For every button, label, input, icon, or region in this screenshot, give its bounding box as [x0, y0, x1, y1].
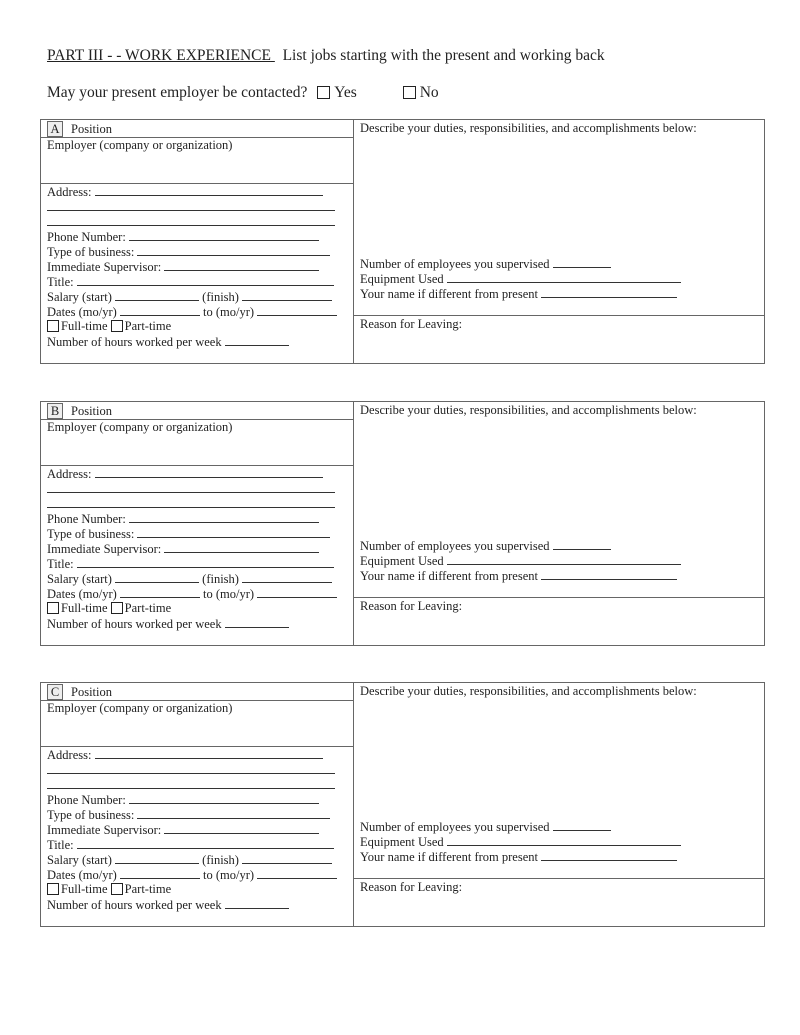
address-field[interactable]	[95, 466, 323, 478]
salary_finish-label: (finish)	[202, 853, 239, 867]
hours-field[interactable]	[225, 616, 289, 628]
address-line-2-field[interactable]	[47, 199, 335, 211]
salary-finish-field[interactable]	[242, 289, 332, 301]
job-letter: B	[47, 403, 63, 419]
reason-label: Reason for Leaving:	[360, 317, 463, 331]
position-label: Position	[71, 404, 112, 418]
salary-finish-field[interactable]	[242, 852, 332, 864]
phone-label: Phone Number:	[47, 793, 126, 807]
title-label: Title:	[47, 557, 74, 571]
phone-field[interactable]	[129, 229, 319, 241]
type-of-business-field[interactable]	[137, 807, 330, 819]
part-time-checkbox[interactable]	[111, 883, 123, 895]
job-block-c	[40, 682, 765, 927]
yes-checkbox[interactable]	[317, 86, 330, 99]
job-block-a	[40, 119, 765, 364]
former-name-field[interactable]	[541, 286, 677, 298]
hours-label: Number of hours worked per week	[47, 335, 222, 349]
salary_start-label: Salary (start)	[47, 853, 112, 867]
dates-to-field[interactable]	[257, 586, 337, 598]
equipment-field[interactable]	[447, 834, 681, 846]
employees-supervised-field[interactable]	[553, 819, 611, 831]
full_time-label: Full-time	[61, 601, 108, 615]
hours-field[interactable]	[225, 897, 289, 909]
salary-start-field[interactable]	[115, 852, 199, 864]
full-time-checkbox[interactable]	[47, 602, 59, 614]
equipment-label: Equipment Used	[360, 554, 444, 568]
equipment-field[interactable]	[447, 553, 681, 565]
section-title: PART III - - WORK EXPERIENCE	[47, 47, 271, 64]
dates-to-field[interactable]	[257, 867, 337, 879]
hours-label: Number of hours worked per week	[47, 617, 222, 631]
address-line-3-field[interactable]	[47, 496, 335, 508]
dates_to-label: to (mo/yr)	[203, 305, 255, 319]
supervisor-label: Immediate Supervisor:	[47, 542, 162, 556]
equipment-field[interactable]	[447, 271, 681, 283]
phone-field[interactable]	[129, 511, 319, 523]
address-line-3-field[interactable]	[47, 777, 335, 789]
address-label: Address:	[47, 748, 92, 762]
contact-question-row	[47, 84, 439, 102]
supervisor-field[interactable]	[164, 822, 319, 834]
dates-from-field[interactable]	[120, 304, 200, 316]
yes-label: Yes	[334, 84, 357, 101]
address-label: Address:	[47, 185, 92, 199]
title-field[interactable]	[77, 837, 334, 849]
reason-label: Reason for Leaving:	[360, 880, 463, 894]
type-label: Type of business:	[47, 808, 135, 822]
employer-label: Employer (company or organization)	[47, 138, 233, 152]
hours-field[interactable]	[225, 334, 289, 346]
name_diff-label: Your name if different from present	[360, 850, 538, 864]
type-label: Type of business:	[47, 527, 135, 541]
contact-question: May your present employer be contacted?	[47, 84, 308, 101]
part-time-checkbox[interactable]	[111, 320, 123, 332]
name_diff-label: Your name if different from present	[360, 287, 538, 301]
type-of-business-field[interactable]	[137, 244, 330, 256]
title-field[interactable]	[77, 274, 334, 286]
position-label: Position	[71, 685, 112, 699]
hours-label: Number of hours worked per week	[47, 898, 222, 912]
employees-label: Number of employees you supervised	[360, 539, 550, 553]
phone-label: Phone Number:	[47, 512, 126, 526]
former-name-field[interactable]	[541, 568, 677, 580]
employees-supervised-field[interactable]	[553, 256, 611, 268]
name_diff-label: Your name if different from present	[360, 569, 538, 583]
employees-supervised-field[interactable]	[553, 538, 611, 550]
salary_start-label: Salary (start)	[47, 290, 112, 304]
title-label: Title:	[47, 838, 74, 852]
address-field[interactable]	[95, 184, 323, 196]
no-checkbox[interactable]	[403, 86, 416, 99]
title-label: Title:	[47, 275, 74, 289]
address-line-2-field[interactable]	[47, 481, 335, 493]
full_time-label: Full-time	[61, 319, 108, 333]
former-name-field[interactable]	[541, 849, 677, 861]
dates_from-label: Dates (mo/yr)	[47, 305, 117, 319]
employer-label: Employer (company or organization)	[47, 701, 233, 715]
part_time-label: Part-time	[124, 319, 172, 333]
type-of-business-field[interactable]	[137, 526, 330, 538]
describe-label: Describe your duties, responsibilities, and accomplishments below:	[360, 121, 697, 135]
type-label: Type of business:	[47, 245, 135, 259]
employees-label: Number of employees you supervised	[360, 257, 550, 271]
full-time-checkbox[interactable]	[47, 320, 59, 332]
reason-label: Reason for Leaving:	[360, 599, 463, 613]
section-heading	[47, 47, 605, 65]
dates_to-label: to (mo/yr)	[203, 868, 255, 882]
dates_from-label: Dates (mo/yr)	[47, 587, 117, 601]
part_time-label: Part-time	[124, 882, 172, 896]
supervisor-field[interactable]	[164, 259, 319, 271]
part_time-label: Part-time	[124, 601, 172, 615]
phone-field[interactable]	[129, 792, 319, 804]
dates_to-label: to (mo/yr)	[203, 587, 255, 601]
phone-label: Phone Number:	[47, 230, 126, 244]
salary-start-field[interactable]	[115, 289, 199, 301]
supervisor-label: Immediate Supervisor:	[47, 260, 162, 274]
supervisor-field[interactable]	[164, 541, 319, 553]
salary-start-field[interactable]	[115, 571, 199, 583]
equipment-label: Equipment Used	[360, 272, 444, 286]
job-letter: A	[47, 121, 63, 137]
part-time-checkbox[interactable]	[111, 602, 123, 614]
dates-from-field[interactable]	[120, 586, 200, 598]
salary_start-label: Salary (start)	[47, 572, 112, 586]
salary-finish-field[interactable]	[242, 571, 332, 583]
equipment-label: Equipment Used	[360, 835, 444, 849]
address-line-2-field[interactable]	[47, 762, 335, 774]
position-label: Position	[71, 122, 112, 136]
address-field[interactable]	[95, 747, 323, 759]
full_time-label: Full-time	[61, 882, 108, 896]
employer-label: Employer (company or organization)	[47, 420, 233, 434]
dates-from-field[interactable]	[120, 867, 200, 879]
salary_finish-label: (finish)	[202, 572, 239, 586]
job-letter: C	[47, 684, 63, 700]
describe-label: Describe your duties, responsibilities, and accomplishments below:	[360, 684, 697, 698]
dates_from-label: Dates (mo/yr)	[47, 868, 117, 882]
no-label: No	[419, 84, 439, 101]
section-instruction: List jobs starting with the present and working back	[282, 47, 605, 64]
employees-label: Number of employees you supervised	[360, 820, 550, 834]
address-line-3-field[interactable]	[47, 214, 335, 226]
full-time-checkbox[interactable]	[47, 883, 59, 895]
describe-label: Describe your duties, responsibilities, and accomplishments below:	[360, 403, 697, 417]
salary_finish-label: (finish)	[202, 290, 239, 304]
dates-to-field[interactable]	[257, 304, 337, 316]
supervisor-label: Immediate Supervisor:	[47, 823, 162, 837]
address-label: Address:	[47, 467, 92, 481]
job-block-b	[40, 401, 765, 646]
title-field[interactable]	[77, 556, 334, 568]
